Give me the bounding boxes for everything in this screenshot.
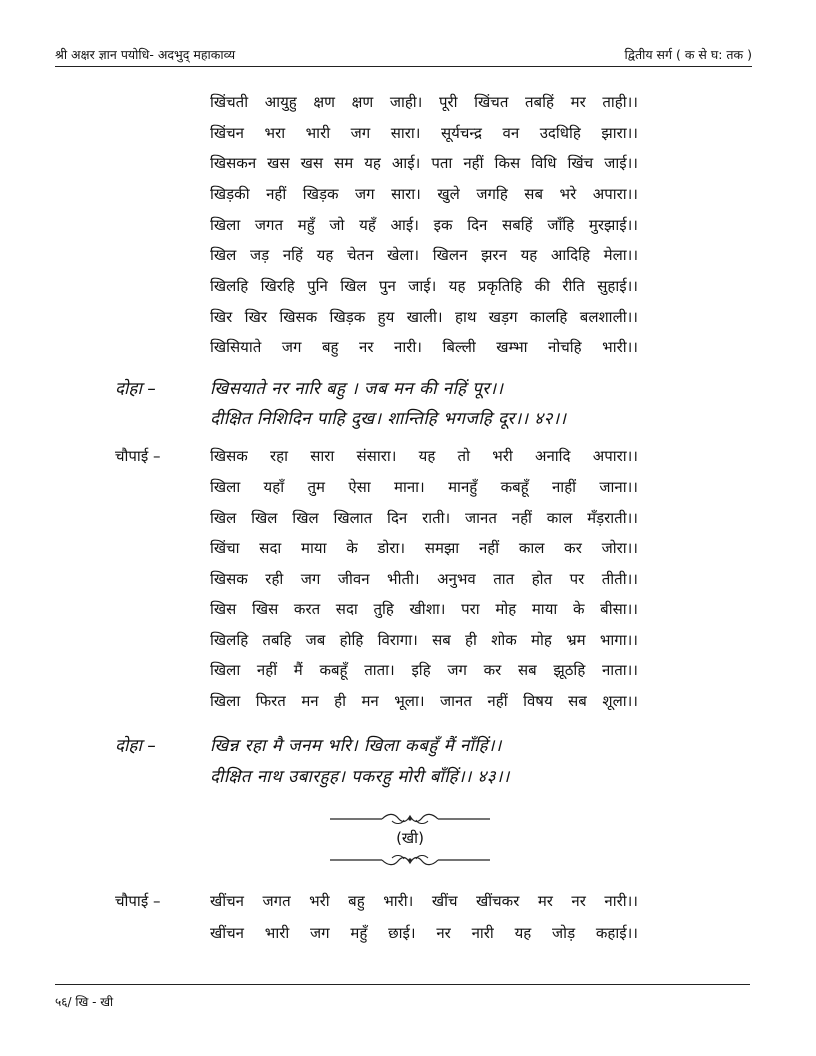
verse-line: खिलहि खिरहि पुनि खिल पुन जाई। यह प्रकृतिहि की रीति सुहाई।।	[210, 277, 638, 295]
ornament-divider-top	[330, 812, 490, 826]
chaupai-label: चौपाई –	[115, 447, 161, 465]
verse-line: खिल खिल खिल खिलात दिन राती। जानत नहीं काल मँड़राती।।	[210, 509, 638, 527]
verse-line: खिलहि तबहि जब होहि विरागा। सब ही शोक मोह भ्रम भागा।।	[210, 631, 638, 649]
doha-label: दोहा –	[115, 379, 156, 399]
verse-line: खिर खिर खिसक खिड़क हुय खाली। हाथ खड़ग कालहि बलशाली।।	[210, 308, 638, 326]
verse-line: खिंचन भरा भारी जग सारा। सूर्यचन्द्र वन उदधिहि झारा।।	[210, 124, 638, 142]
page-footer: ५६/ खि - खी	[55, 995, 114, 1009]
verse-line: खिसक रही जग जीवन भीती। अनुभव तात होत पर तीती।।	[210, 570, 638, 588]
page-header	[55, 44, 752, 67]
verse-line: खिला नहीं मैं कबहूँ ताता। इहि जग कर सब झूठहि नाता।।	[210, 661, 638, 679]
ornament-divider-bottom	[330, 853, 490, 867]
verse-line: खिसक रहा सारा संसारा। यह तो भरी अनादि अपारा।।	[210, 447, 638, 465]
verse-line: खिस खिस करत सदा तुहि खीशा। परा मोह माया के बीसा।।	[210, 600, 638, 618]
verse-line: खिल जड़ नहिं यह चेतन खेला। खिलन झरन यह आदिहि मेला।।	[210, 246, 638, 264]
doha-line: दीक्षित नाथ उबारहुह। पकरहु मोरी बाँहिं।। ४३।।	[210, 767, 510, 787]
verse-line: खिला यहाँ तुम ऐसा माना। मानहुँ कबहूँ नाहीं जाना।।	[210, 478, 638, 496]
doha-line: खिन्न रहा मै जनम भरि। खिला कबहुँ मैं नाँहिं।।	[210, 736, 502, 756]
chapter-title: द्वितीय सर्ग ( क से घ: तक )	[624, 47, 752, 62]
verse-line: खिसकन खस खस सम यह आई। पता नहीं किस विधि खिंच जाई।।	[210, 154, 638, 172]
book-title: श्री अक्षर ज्ञान पयोधि- अदभुद् महाकाव्य	[55, 47, 236, 62]
doha-line: खिसयाते नर नारि बहु । जब मन की नहिं पूर।।	[210, 379, 504, 399]
doha-line: दीक्षित निशिदिन पाहि दुख। शान्तिहि भगजहि दूर।। ४२।।	[210, 409, 567, 429]
verse-line: खिड़की नहीं खिड़क जग सारा। खुले जगहि सब भरे अपारा।।	[210, 185, 638, 203]
verse-line: खिसियाते जग बहु नर नारी। बिल्ली खम्भा नोचहि भारी।।	[210, 338, 638, 356]
doha-label: दोहा –	[115, 736, 156, 756]
verse-line: खिला फिरत मन ही मन भूला। जानत नहीं विषय सब शूला।।	[210, 692, 638, 710]
verse-line: खिंचा सदा माया के डोरा। समझा नहीं काल कर जोरा।।	[210, 539, 638, 557]
section-heading: (खी)	[396, 829, 424, 847]
footer-rule	[55, 984, 750, 985]
verse-line: खींचन जगत भरी बहु भारी। खींच खींचकर मर नर नारी।।	[210, 892, 638, 910]
verse-line: खींचन भारी जग महुँ छाई। नर नारी यह जोड़ कहाई।।	[210, 924, 638, 942]
chaupai-label: चौपाई –	[115, 892, 161, 910]
verse-line: खिंचती आयुहु क्षण क्षण जाही। पूरी खिंचत तबहिं मर ताही।।	[210, 93, 638, 111]
verse-line: खिला जगत महुँ जो यहँ आई। इक दिन सबहिं जाँहि मुरझाई।।	[210, 216, 638, 234]
